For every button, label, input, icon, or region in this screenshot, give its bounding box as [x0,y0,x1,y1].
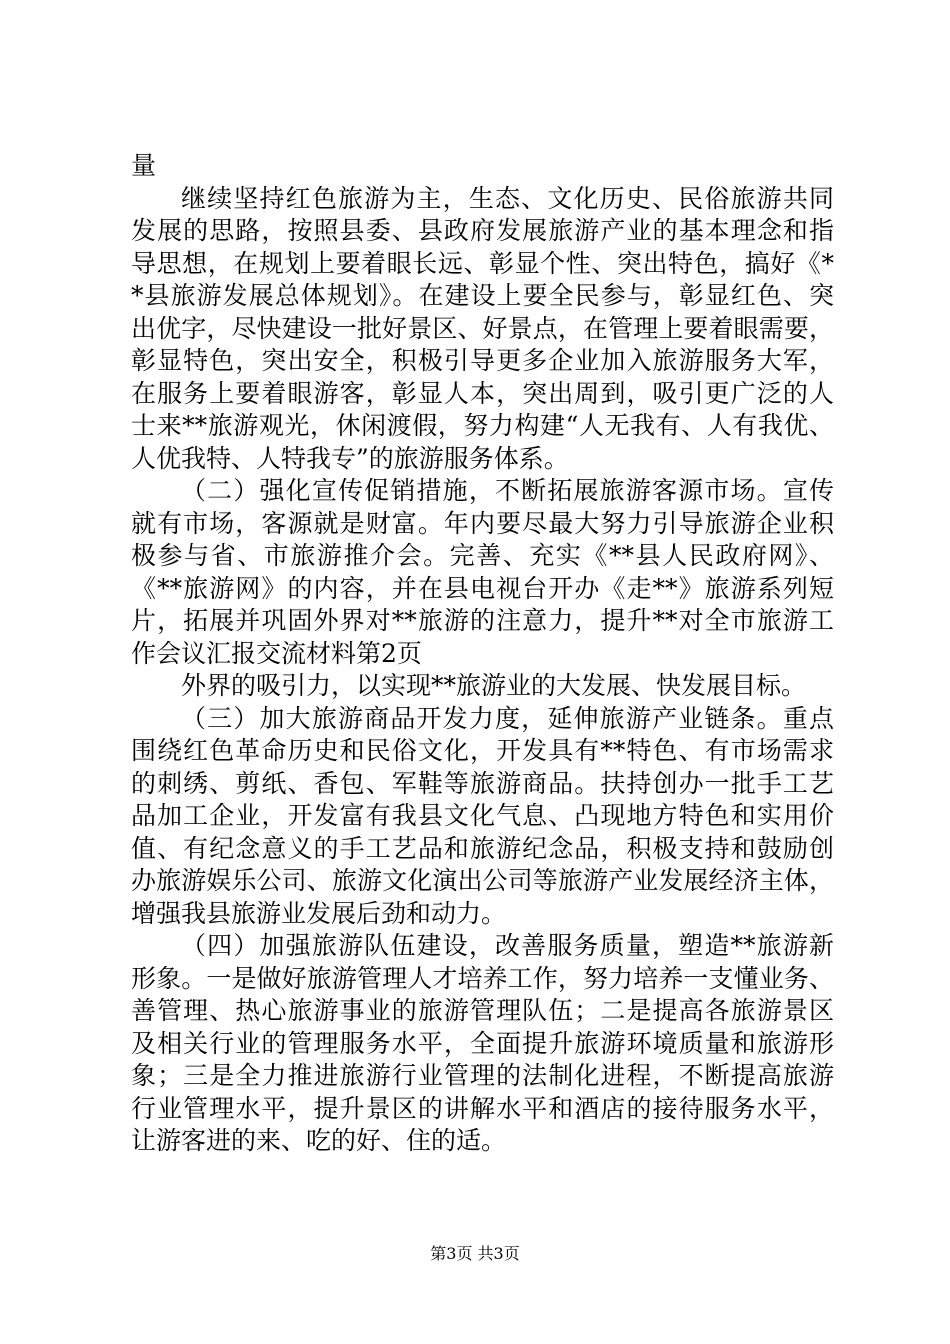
page-footer: 第3页 共3页 [430,1244,520,1263]
text-line: 值、有纪念意义的手工艺品和旅游纪念品，积极支持和鼓励创 [131,833,834,863]
text-line: 出优字，尽快建设一批好景区、好景点，在管理上要着眼需要， [131,313,834,343]
text-line: *县旅游发展总体规划》。在建设上要全民参与，彰显红色、突 [131,281,834,310]
text-line: 让游客进的来、吃的好、住的适。 [131,1126,507,1155]
text-line: 及相关行业的管理服务水平，全面提升旅游环境质量和旅游形 [131,1028,834,1058]
text-line: 士来**旅游观光，休闲渡假，努力构建“人无我有、人有我优、 [131,411,834,440]
text-line: 就有市场，客源就是财富。年内要尽最大努力引导旅游企业积 [131,508,834,538]
text-line: 《**旅游网》的内容，并在县电视台开办《走**》旅游系列短 [131,573,834,603]
text-line: 导思想，在规划上要着眼长远、彰显个性、突出特色，搞好《* [131,248,834,278]
text-line: 行业管理水平，提升景区的讲解水平和酒店的接待服务水平， [131,1093,834,1123]
text-line: 的刺绣、剪纸、香包、军鞋等旅游商品。扶持创办一批手工艺 [131,768,834,798]
text-line: 外界的吸引力，以实现**旅游业的大发展、快发展目标。 [181,671,807,700]
text-line: 极参与省、市旅游推介会。完善、充实《**县人民政府网》、 [131,541,834,570]
text-line: 人优我特、人特我专”的旅游服务体系。 [131,443,569,473]
document-body [131,150,834,1158]
text-line: 片，拓展并巩固外界对**旅游的注意力，提升**对全市旅游工 [131,606,834,635]
text-line: （三）加大旅游商品开发力度，延伸旅游产业链条。重点 [181,703,834,733]
text-line: 品加工企业，开发富有我县文化气息、凸现地方特色和实用价 [131,801,834,830]
text-line: 发展的思路，按照县委、县政府发展旅游产业的基本理念和指 [131,216,834,245]
text-line: 彰显特色，突出安全，积极引导更多企业加入旅游服务大军， [131,346,834,375]
text-line: 量 [131,151,157,180]
text-line: 在服务上要着眼游客，彰显人本，突出周到，吸引更广泛的人 [131,378,834,408]
text-line: 善管理、热心旅游事业的旅游管理队伍；二是提高各旅游景区 [131,996,834,1025]
text-line: （四）加强旅游队伍建设，改善服务质量，塑造**旅游新 [181,931,834,960]
text-line: 象；三是全力推进旅游行业管理的法制化进程，不断提高旅游 [131,1061,834,1090]
text-line: 形象。一是做好旅游管理人才培养工作，努力培养一支懂业务、 [131,963,834,993]
text-line: （二）强化宣传促销措施，不断拓展旅游客源市场。宣传 [181,476,834,505]
text-line: 围绕红色革命历史和民俗文化，开发具有**特色、有市场需求 [131,736,834,765]
text-line: 增强我县旅游业发展后劲和动力。 [131,898,507,928]
text-line: 继续坚持红色旅游为主，生态、文化历史、民俗旅游共同 [181,183,834,213]
text-line: 办旅游娱乐公司、旅游文化演出公司等旅游产业发展经济主体， [131,866,834,895]
text-line: 作会议汇报交流材料第2页 [131,638,422,668]
